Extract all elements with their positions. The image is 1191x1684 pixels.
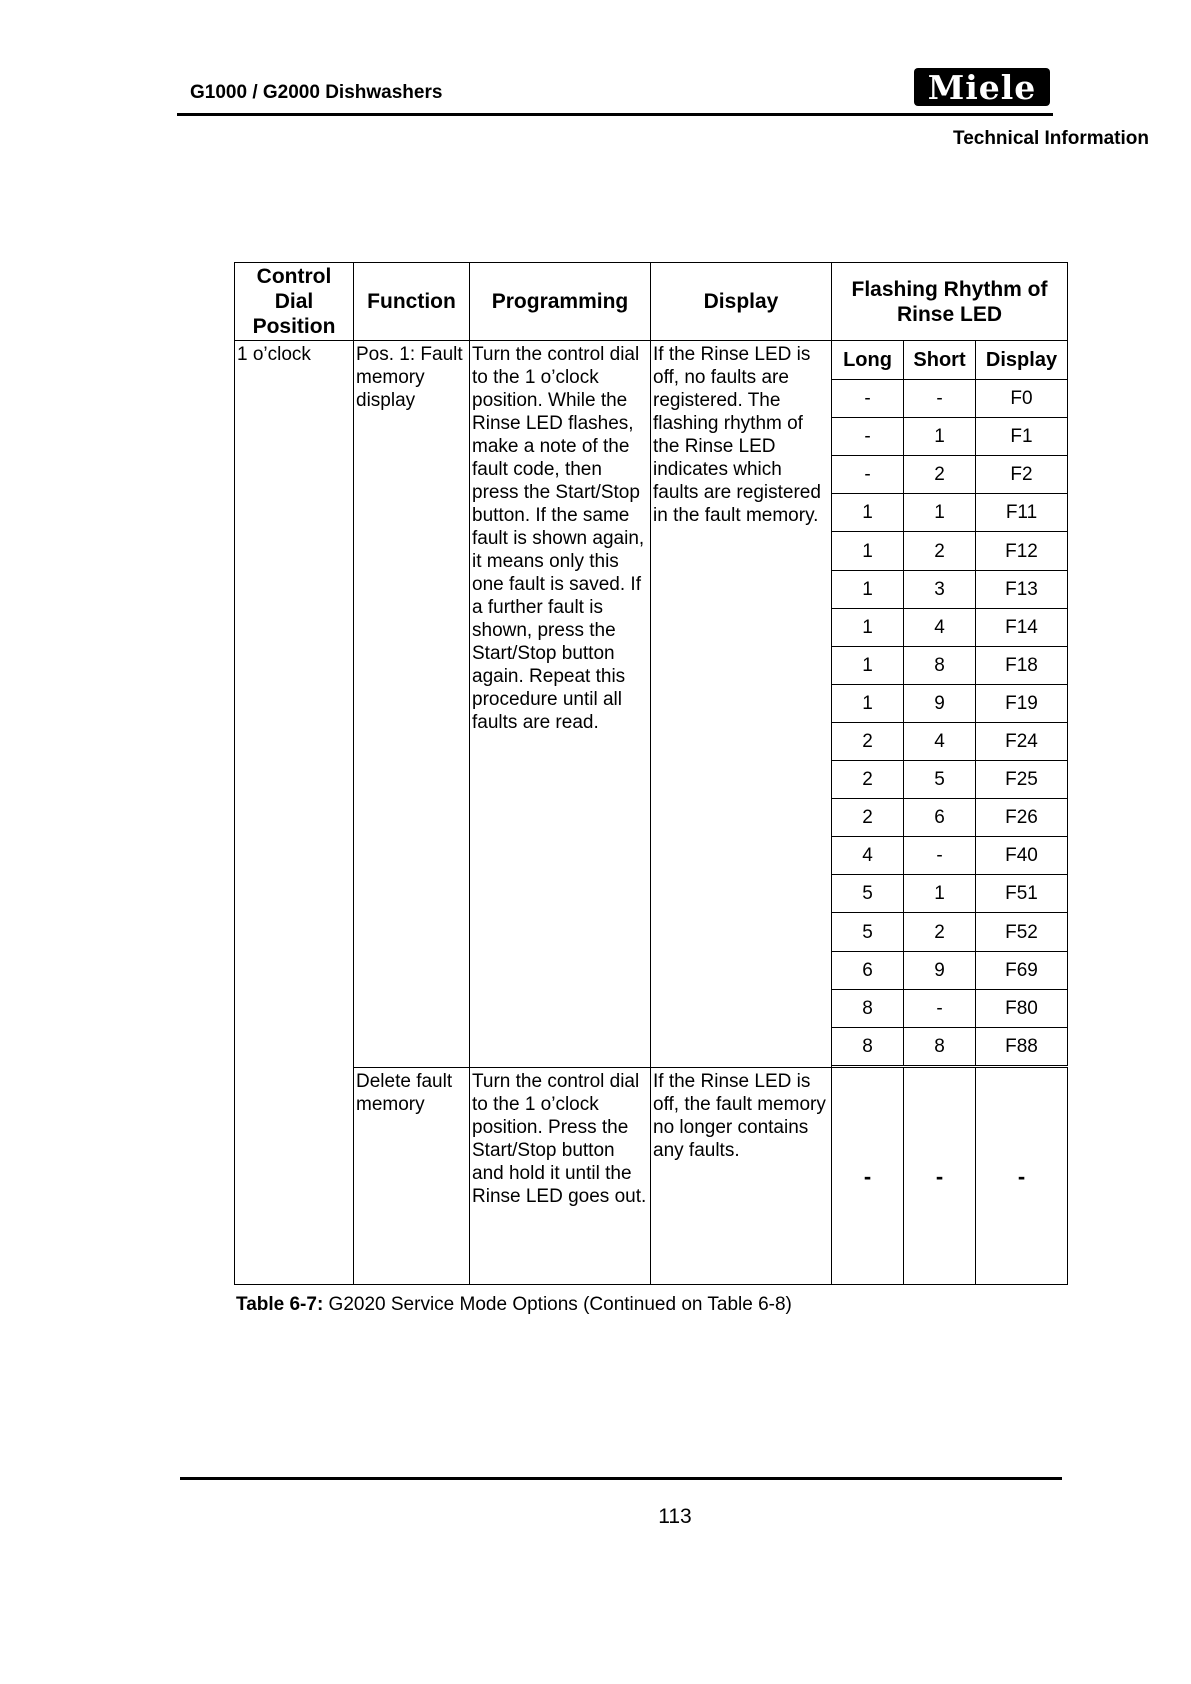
header-control-dial-position: Control Dial Position [234, 262, 354, 341]
rhythm-code: F26 [975, 798, 1068, 837]
rhythm-long: 6 [831, 951, 904, 990]
rhythm-long: 1 [831, 684, 904, 723]
subheader-long: Long [831, 340, 904, 380]
fault-memory-programming: Turn the control dial to the 1 o’clock position. While the Rinse LED flashes, make a note of the fault code, then press the Start/Stop button. If the same fault is shown again, it means only this one fault is saved. If a further fault is shown, press the Start/Stop button again. Repeat this procedure until all faults are read. [469, 340, 651, 1068]
rhythm-short: 8 [903, 1027, 976, 1066]
logo-text: Miele [927, 67, 1037, 107]
rhythm-code: F25 [975, 760, 1068, 799]
rhythm-long: - [831, 379, 904, 418]
rhythm-long: 5 [831, 912, 904, 952]
rhythm-long: - [831, 417, 904, 456]
rhythm-code: F80 [975, 989, 1068, 1028]
rhythm-code: F24 [975, 722, 1068, 761]
delete-memory-function: Delete fault memory [353, 1067, 470, 1285]
dial-position-cell: 1 o’clock [234, 340, 354, 1285]
header-flashing-rhythm: Flashing Rhythm of Rinse LED [831, 262, 1068, 341]
rhythm-short: 3 [903, 570, 976, 609]
subheader-display: Display [975, 340, 1068, 380]
rhythm-code: F69 [975, 951, 1068, 990]
rhythm-long: 1 [831, 608, 904, 647]
caption-label: Table 6-7: [236, 1294, 324, 1315]
rhythm-short: - [903, 989, 976, 1028]
caption-text: G2020 Service Mode Options (Continued on Table 6-8) [323, 1294, 792, 1315]
subheader-short: Short [903, 340, 976, 380]
page-number: 113 [658, 1505, 692, 1528]
delete-memory-code: - [975, 1067, 1068, 1285]
header-display: Display [650, 262, 832, 341]
rhythm-short: 2 [903, 531, 976, 571]
header-function: Function [353, 262, 470, 341]
miele-logo [914, 68, 1050, 106]
footer-divider [180, 1477, 1062, 1480]
delete-memory-short: - [903, 1067, 976, 1285]
rhythm-code: F1 [975, 417, 1068, 456]
table-caption [236, 1294, 792, 1316]
rhythm-long: - [831, 455, 904, 494]
section-subtitle: Technical Information [953, 128, 1150, 149]
document-title: G1000 / G2000 Dishwashers [190, 82, 443, 103]
delete-memory-display: If the Rinse LED is off, the fault memory no longer contains any faults. [650, 1067, 832, 1285]
header-programming: Programming [469, 262, 651, 341]
rhythm-code: F11 [975, 493, 1068, 532]
rhythm-code: F51 [975, 874, 1068, 913]
rhythm-short: 8 [903, 646, 976, 685]
rhythm-long: 2 [831, 722, 904, 761]
rhythm-code: F52 [975, 912, 1068, 952]
rhythm-short: 5 [903, 760, 976, 799]
rhythm-short: 6 [903, 798, 976, 837]
rhythm-short: 9 [903, 684, 976, 723]
rhythm-short: 1 [903, 493, 976, 532]
rhythm-short: 4 [903, 608, 976, 647]
rhythm-long: 1 [831, 570, 904, 609]
rhythm-code: F2 [975, 455, 1068, 494]
rhythm-short: 4 [903, 722, 976, 761]
rhythm-code: F14 [975, 608, 1068, 647]
header-divider [177, 113, 1053, 116]
rhythm-short: - [903, 379, 976, 418]
rhythm-short: 1 [903, 874, 976, 913]
rhythm-long: 8 [831, 989, 904, 1028]
rhythm-long: 2 [831, 760, 904, 799]
fault-memory-function: Pos. 1: Fault memory display [353, 340, 470, 1068]
fault-memory-display: If the Rinse LED is off, no faults are registered. The flashing rhythm of the Rinse LED indicates which faults are registered in the fault memory. [650, 340, 832, 1068]
rhythm-long: 4 [831, 836, 904, 875]
rhythm-code: F19 [975, 684, 1068, 723]
rhythm-code: F0 [975, 379, 1068, 418]
rhythm-code: F88 [975, 1027, 1068, 1066]
rhythm-code: F13 [975, 570, 1068, 609]
rhythm-long: 8 [831, 1027, 904, 1066]
delete-memory-programming: Turn the control dial to the 1 o’clock position. Press the Start/Stop button and hold it until the Rinse LED goes out. [469, 1067, 651, 1285]
rhythm-long: 2 [831, 798, 904, 837]
rhythm-short: 9 [903, 951, 976, 990]
rhythm-short: 2 [903, 912, 976, 952]
rhythm-code: F40 [975, 836, 1068, 875]
rhythm-code: F18 [975, 646, 1068, 685]
rhythm-short: 1 [903, 417, 976, 456]
rhythm-long: 1 [831, 646, 904, 685]
rhythm-long: 1 [831, 531, 904, 571]
rhythm-code: F12 [975, 531, 1068, 571]
rhythm-long: 1 [831, 493, 904, 532]
rhythm-short: 2 [903, 455, 976, 494]
delete-memory-long: - [831, 1067, 904, 1285]
rhythm-short: - [903, 836, 976, 875]
rhythm-long: 5 [831, 874, 904, 913]
